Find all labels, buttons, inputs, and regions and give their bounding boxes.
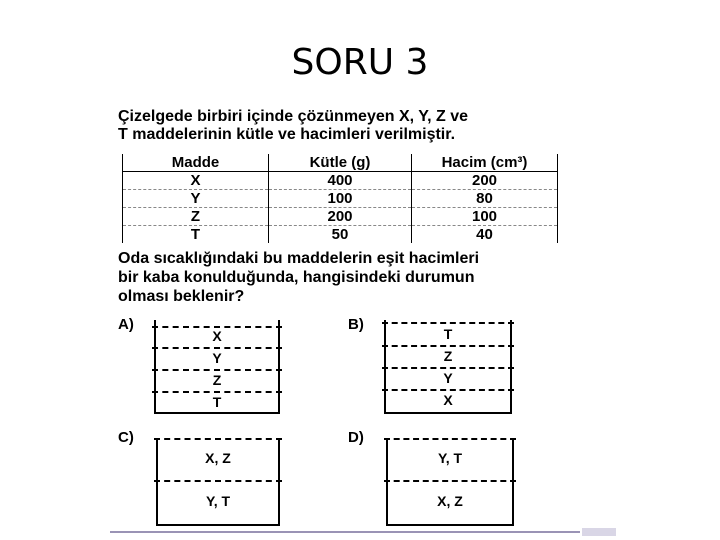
option-c-label[interactable]: C) <box>118 429 134 446</box>
liquid-boundary <box>152 347 282 349</box>
question-intro-line-1: Çizelgede birbiri içinde çözünmeyen X, Y, Z ve <box>118 108 469 125</box>
table-header-row <box>123 154 558 172</box>
option-a-beaker[interactable] <box>154 320 280 414</box>
cell-madde: X <box>123 172 269 190</box>
slide-footer-line <box>110 531 580 533</box>
layer-label: Y <box>443 370 453 386</box>
question-prompt-line-3: olması beklenir? <box>118 288 245 305</box>
data-table <box>122 154 558 243</box>
table-row <box>123 190 558 208</box>
cell-kutle: 400 <box>269 172 412 190</box>
layer-label: Z <box>443 348 453 364</box>
cell-madde: Y <box>123 190 269 208</box>
header-kutle: Kütle (g) <box>269 154 412 172</box>
cell-madde: Z <box>123 208 269 226</box>
cell-hacim: 200 <box>412 172 558 190</box>
cell-hacim: 40 <box>412 226 558 244</box>
cell-hacim: 80 <box>412 190 558 208</box>
option-d-beaker[interactable] <box>386 438 514 526</box>
layer-label: Y <box>212 350 222 366</box>
header-madde: Madde <box>123 154 269 172</box>
liquid-boundary <box>152 391 282 393</box>
layer-label: Y, T <box>437 450 463 466</box>
cell-kutle: 50 <box>269 226 412 244</box>
table-row <box>123 226 558 244</box>
liquid-boundary <box>154 438 282 440</box>
layer-label: T <box>212 394 222 410</box>
cell-kutle: 200 <box>269 208 412 226</box>
question-document <box>110 106 620 536</box>
liquid-boundary <box>154 480 282 482</box>
liquid-boundary <box>152 369 282 371</box>
liquid-boundary <box>384 438 516 440</box>
slide-footer-accent <box>582 528 616 536</box>
liquid-boundary <box>382 345 514 347</box>
layer-label: Y, T <box>205 493 231 509</box>
cell-hacim: 100 <box>412 208 558 226</box>
cell-kutle: 100 <box>269 190 412 208</box>
layer-label: T <box>443 326 453 342</box>
header-hacim: Hacim (cm³) <box>412 154 558 172</box>
table-row <box>123 208 558 226</box>
layer-label: X, Z <box>205 450 231 466</box>
liquid-boundary <box>382 389 514 391</box>
cell-madde: T <box>123 226 269 244</box>
question-prompt-line-2: bir kaba konulduğunda, hangisindeki durumun <box>118 269 475 286</box>
option-a-label[interactable]: A) <box>118 316 134 333</box>
liquid-boundary <box>384 480 516 482</box>
layer-label: X, Z <box>437 493 463 509</box>
option-d-label[interactable]: D) <box>348 429 364 446</box>
layer-label: X <box>443 392 453 408</box>
question-intro-line-2: T maddelerinin kütle ve hacimleri verilmiştir. <box>118 126 456 143</box>
option-b-beaker[interactable] <box>384 320 512 414</box>
liquid-boundary <box>382 322 514 324</box>
option-b-label[interactable]: B) <box>348 316 364 333</box>
question-prompt-line-1: Oda sıcaklığındaki bu maddelerin eşit hacimleri <box>118 250 480 267</box>
layer-label: X <box>212 328 222 344</box>
liquid-boundary <box>382 367 514 369</box>
layer-label: Z <box>212 372 222 388</box>
slide-title: SORU 3 <box>291 42 429 83</box>
table-row <box>123 172 558 190</box>
option-c-beaker[interactable] <box>156 438 280 526</box>
